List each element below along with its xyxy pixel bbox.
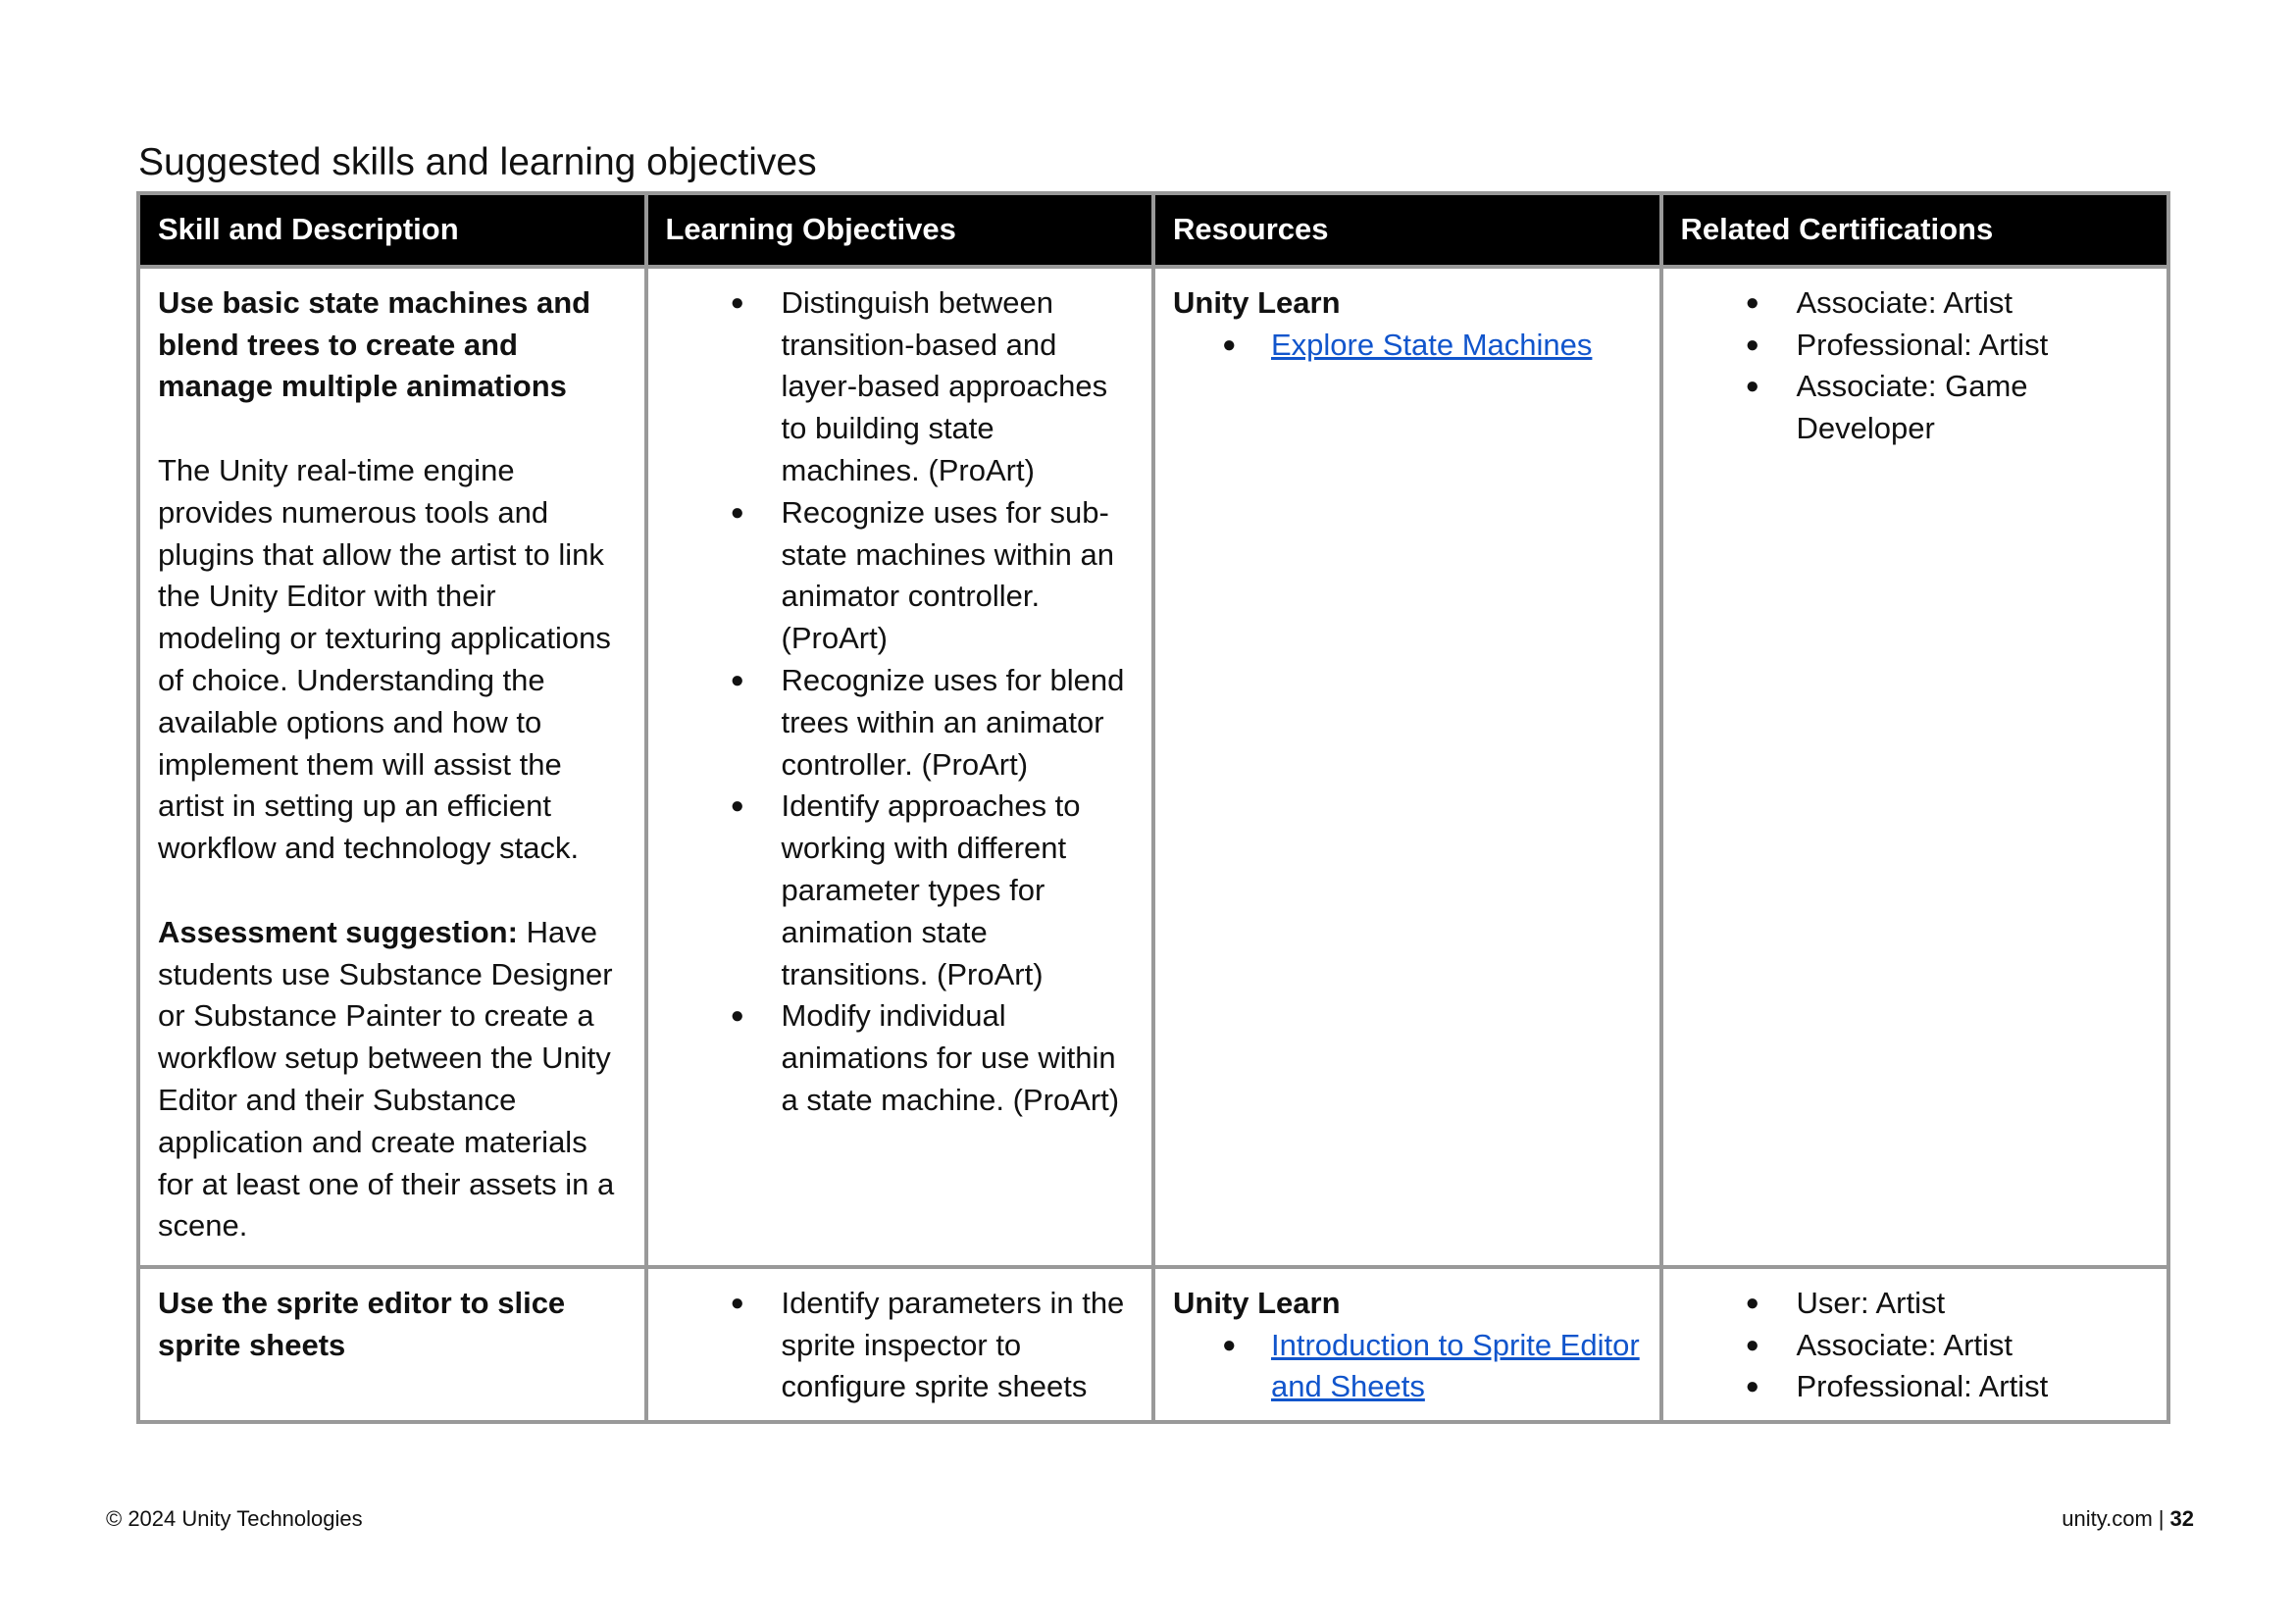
list-item: ● Professional: Artist: [1681, 1366, 2150, 1408]
list-item: ● Professional: Artist: [1681, 325, 2150, 367]
header-resources: Resources: [1153, 193, 1661, 267]
list-item: ● Recognize uses for sub-state machines within an animator controller. (ProArt): [666, 492, 1135, 660]
resources-cell: [1153, 1267, 1661, 1422]
list-item: ● Associate: Artist: [1681, 1325, 2150, 1367]
assessment-suggestion: [158, 912, 627, 1247]
list-item: ● Modify individual animations for use within a state machine. (ProArt): [666, 995, 1135, 1121]
list-item: [1173, 325, 1642, 367]
footer-site: unity.com: [2062, 1506, 2153, 1531]
page-number: 32: [2169, 1506, 2194, 1531]
footer-copyright: © 2024 Unity Technologies: [106, 1506, 363, 1531]
footer-separator: |: [2158, 1506, 2165, 1531]
assessment-label: Assessment suggestion:: [158, 914, 518, 949]
header-skill-description: Skill and Description: [138, 193, 646, 267]
list-item: ● Identify approaches to working with different parameter types for animation state transitions. (ProArt): [666, 786, 1135, 995]
table-header-row: [138, 193, 2168, 267]
page-title: Suggested skills and learning objectives: [138, 141, 817, 183]
objectives-cell: [646, 267, 1154, 1267]
skill-cell: [138, 1267, 646, 1422]
certifications-list: [1681, 282, 2150, 450]
skill-title: Use the sprite editor to slice sprite sheets: [158, 1285, 566, 1362]
skills-table: [136, 191, 2170, 1424]
objectives-cell: [646, 1267, 1154, 1422]
table-row: [138, 267, 2168, 1267]
certifications-cell: [1661, 1267, 2169, 1422]
certifications-list: [1681, 1283, 2150, 1408]
list-item: ● Recognize uses for blend trees within an animator controller. (ProArt): [666, 660, 1135, 786]
resources-cell: [1153, 267, 1661, 1267]
resource-links: [1173, 325, 1642, 367]
list-item: ● User: Artist: [1681, 1283, 2150, 1325]
list-item: ● Distinguish between transition-based and layer-based approaches to building state machines. (ProArt): [666, 282, 1135, 492]
certifications-cell: [1661, 267, 2169, 1267]
assessment-text: Have students use Substance Designer or Substance Painter to create a workflow setup between the Unity Editor and their Substance application and create materials for at least one of their assets in a scene.: [158, 914, 615, 1243]
header-related-certifications: Related Certifications: [1661, 193, 2169, 267]
list-item: [1173, 1325, 1642, 1409]
footer-right: [2062, 1504, 2194, 1534]
resource-heading: Unity Learn: [1173, 284, 1341, 320]
link-intro-sprite-editor[interactable]: Introduction to Sprite Editor and Sheets: [1271, 1327, 1640, 1404]
list-item: ● Identify parameters in the sprite inspector to configure sprite sheets: [666, 1283, 1135, 1408]
list-item: ● Associate: Artist: [1681, 282, 2150, 325]
header-learning-objectives: Learning Objectives: [646, 193, 1154, 267]
objectives-list: [666, 282, 1135, 1122]
resource-heading: Unity Learn: [1173, 1285, 1341, 1320]
list-item: ● Associate: Game Developer: [1681, 366, 2150, 450]
skill-title: Use basic state machines and blend trees to create and manage multiple animations: [158, 284, 591, 404]
skill-cell: [138, 267, 646, 1267]
table-row: [138, 1267, 2168, 1422]
link-explore-state-machines[interactable]: Explore State Machines: [1271, 327, 1593, 362]
skill-description: The Unity real-time engine provides numerous tools and plugins that allow the artist to link the Unity Editor with their modeling or texturing applications of choice. Understanding the available options and how to implement them will assist the artist in setting up an efficient workflow and technology stack.: [158, 452, 611, 866]
resource-links: [1173, 1325, 1642, 1409]
objectives-list: [666, 1283, 1135, 1408]
